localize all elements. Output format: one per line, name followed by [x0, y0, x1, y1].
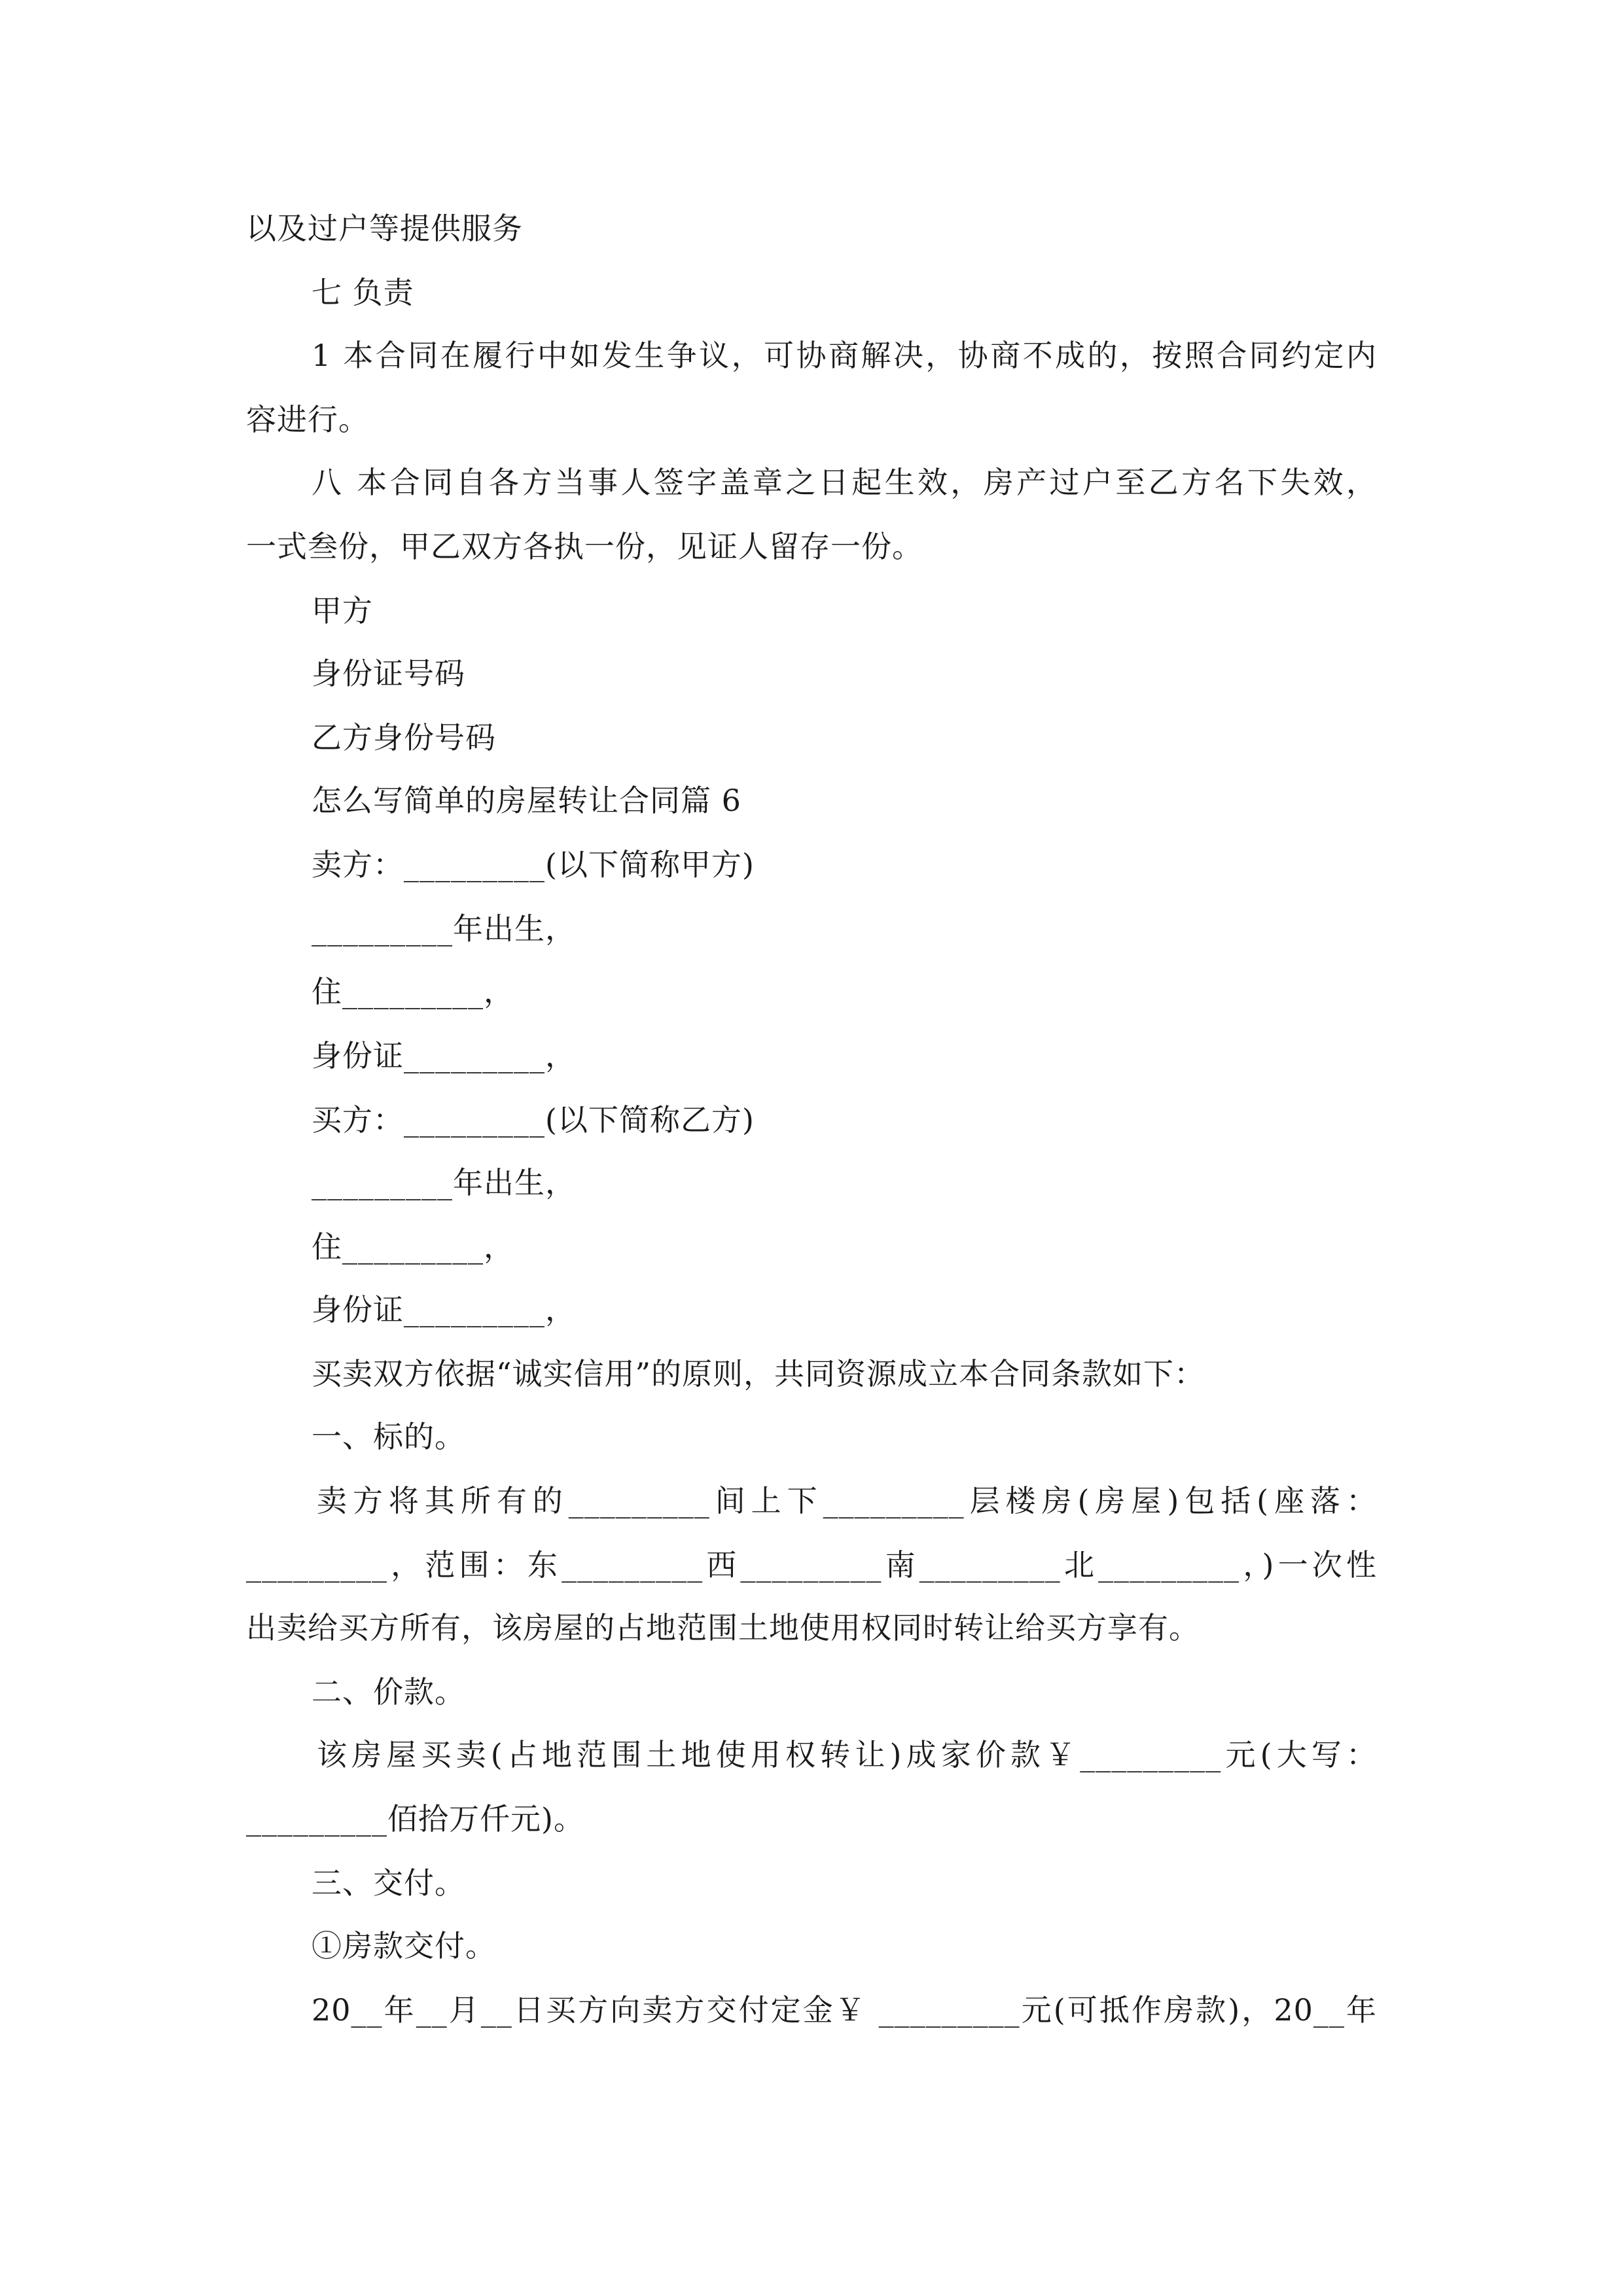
text-line: 八 本合同自各方当事人签字盖章之日起生效，房产过户至乙方名下失效，	[312, 465, 1377, 500]
section-heading: 七 负责	[312, 275, 414, 310]
buyer-line: 买方：_________(以下简称乙方)	[312, 1102, 755, 1138]
text-line: 1 本合同在履行中如发生争议，可协商解决，协商不成的，按照合同约定内	[312, 338, 1377, 373]
seller-birth-line: _________年出生，	[312, 911, 576, 946]
section-heading: 三、交付。	[312, 1865, 465, 1901]
signature-label: 身份证号码	[312, 656, 465, 691]
text-line: 买卖双方依据“诚实信用”的原则，共同资源成立本合同条款如下：	[312, 1356, 1205, 1391]
text-line: _________佰拾万仟元)。	[246, 1801, 584, 1837]
text-line: _________，范围：东_________西_________南_________北_________，)一次性	[246, 1547, 1377, 1583]
section-heading: 一、标的。	[312, 1419, 465, 1454]
subsection-heading: ①房款交付。	[312, 1928, 496, 1964]
signature-label: 甲方	[312, 593, 373, 628]
seller-address-line: 住_________，	[312, 974, 514, 1009]
text-line: 以及过户等提供服务	[246, 211, 523, 246]
text-line: 20__年__月__日买方向卖方交付定金￥ _________元(可抵作房款)，20__年	[312, 1992, 1377, 2028]
section-heading: 二、价款。	[312, 1674, 465, 1710]
signature-label: 乙方身份号码	[312, 720, 496, 755]
seller-id-line: 身份证_________，	[312, 1038, 576, 1073]
document-title: 怎么写简单的房屋转让合同篇 6	[312, 783, 741, 818]
buyer-address-line: 住_________，	[312, 1229, 514, 1265]
seller-line: 卖方：_________(以下简称甲方)	[312, 847, 755, 882]
text-line: 容进行。	[246, 402, 369, 437]
text-line: 一式叁份，甲乙双方各执一份，见证人留存一份。	[246, 529, 923, 564]
text-line: 该房屋买卖(占地范围土地使用权转让)成家价款￥_________元(大写：	[317, 1737, 1377, 1772]
buyer-birth-line: _________年出生，	[312, 1165, 576, 1200]
text-line: 出卖给买方所有，该房屋的占地范围土地使用权同时转让给买方享有。	[246, 1610, 1200, 1645]
text-line: 卖方将其所有的_________间上下_________层楼房(房屋)包括(座落：	[317, 1483, 1377, 1518]
buyer-id-line: 身份证_________，	[312, 1292, 576, 1327]
